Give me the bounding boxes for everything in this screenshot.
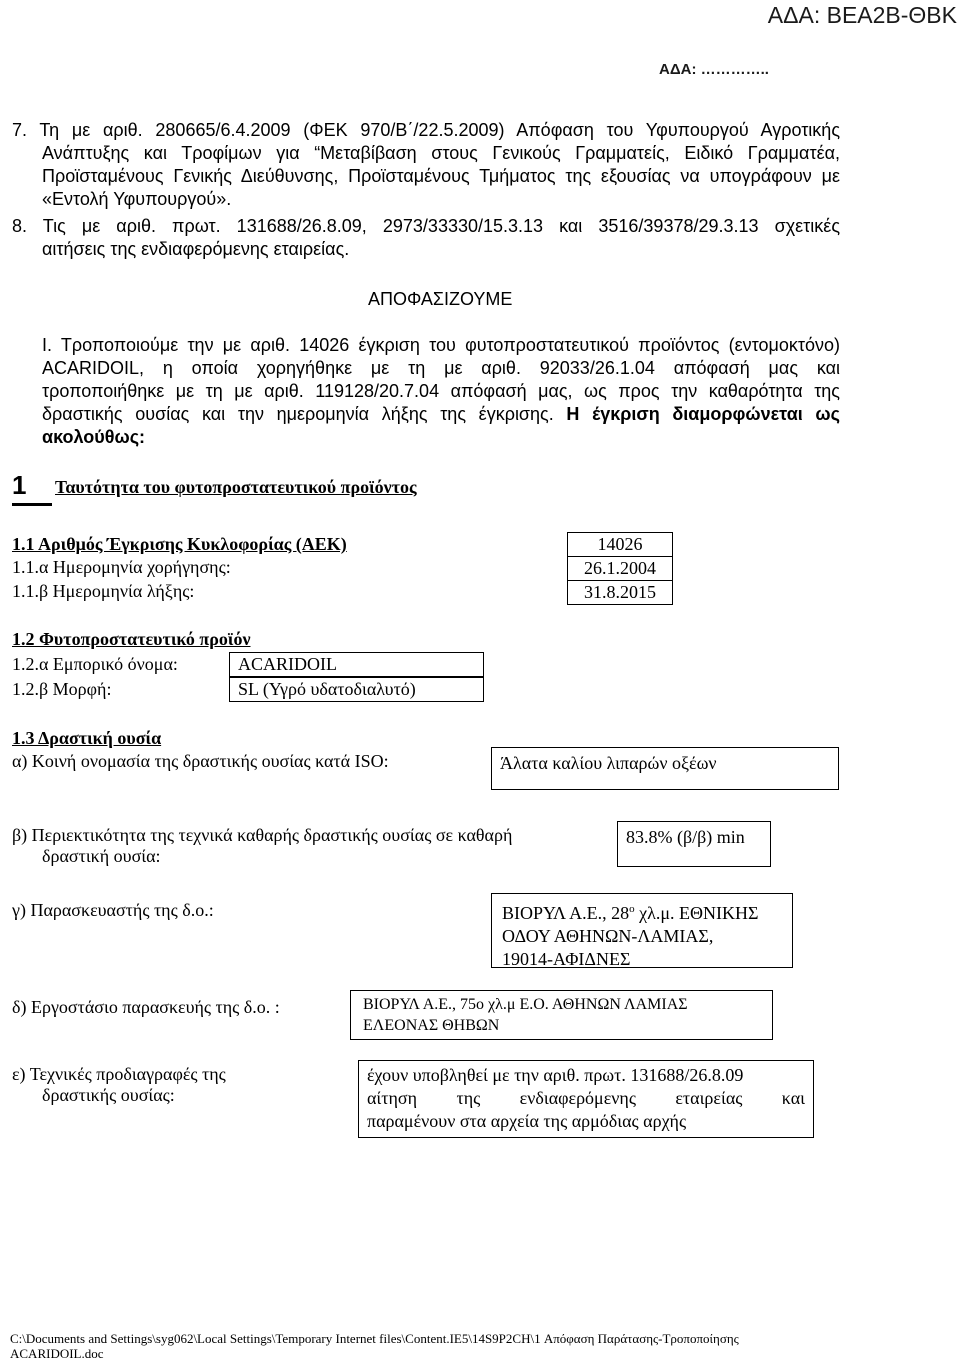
item-8-line: αιτήσεις της ενδιαφερόμενης εταιρείας. — [42, 239, 350, 259]
active-heading: 1.3 Δραστική ουσία — [12, 728, 162, 748]
factory-value — [350, 990, 773, 1040]
form-label: 1.2.β Μορφή: — [12, 679, 112, 699]
footer-path-line: ACARIDOIL.doc — [10, 1346, 104, 1361]
footer-path-line: C:\Documents and Settings\syg062\Local Settings\Temporary Internet files\Content.IE5\14S9P2CH\1 Απόφαση Παράτασης-Τροποποίησης — [10, 1331, 739, 1346]
ada-top-label: ΑΔΑ: ΒΕΑ2Β-ΘΒΚ — [767, 2, 957, 28]
factory-line: ΒΙΟΡΥΛ Α.Ε., 75ο χλ.μ Ε.Ο. ΑΘΗΝΩΝ ΛΑΜΙΑΣ — [363, 996, 688, 1013]
expiry-date-value: 31.8.2015 — [567, 580, 673, 605]
section-1-title: Ταυτότητα του φυτοπροστατευτικού προϊόντος — [55, 477, 417, 497]
specs-label-line: ε) Τεχνικές προδιαγραφές της — [12, 1064, 226, 1084]
content-label-line: β) Περιεκτικότητα της τεχνικά καθαρής δραστικής ουσίας σε καθαρή — [12, 825, 513, 845]
form-value: SL (Υγρό υδατοδιαλυτό) — [229, 677, 484, 702]
section-i-line: Ι. Τροποποιούμε την με αριθ. 14026 έγκριση του φυτοπροστατευτικού προϊόντος (εντομοκτόνο) — [42, 335, 840, 355]
item-7 — [12, 119, 840, 211]
footer-path — [10, 1331, 739, 1361]
content-label — [12, 825, 608, 867]
item-8-line: 8. Τις με αριθ. πρωτ. 131688/26.8.09, 2973/33330/15.3.13 και 3516/39378/29.3.13 σχετικές — [12, 216, 840, 236]
manufacturer-line: ΟΔΟΥ ΑΘΗΝΩΝ-ΛΑΜΙΑΣ, — [502, 926, 714, 946]
aek-value: 14026 — [567, 532, 673, 557]
trade-name-value: ACARIDOIL — [229, 652, 484, 677]
item-7-line: «Εντολή Υφυπουργού». — [42, 189, 232, 209]
section-1-number: 1 — [12, 470, 27, 500]
ada-sub-label: ΑΔΑ: ………….. — [659, 61, 769, 78]
manufacturer-label: γ) Παρασκευαστής της δ.ο.: — [12, 900, 214, 920]
grant-date-value: 26.1.2004 — [567, 556, 673, 581]
content-value: 83.8% (β/β) min — [617, 821, 771, 867]
factory-line: ΕΛΕΟΝΑΣ ΘΗΒΩΝ — [363, 1017, 500, 1034]
manufacturer-value — [491, 893, 793, 968]
section-i — [42, 334, 840, 449]
section-i-line: δραστικής ουσίας και την ημερομηνία λήξης της έγκρισης. Η έγκριση διαμορφώνεται ως — [42, 404, 840, 424]
specs-label-line: δραστικής ουσίας: — [42, 1085, 175, 1105]
trade-name-label: 1.2.α Εμπορικό όνομα: — [12, 654, 178, 674]
grant-date-label: 1.1.α Ημερομηνία χορήγησης: — [12, 557, 231, 577]
item-7-line: 7. Τη με αριθ. 280665/6.4.2009 (ΦΕΚ 970/Β΄/22.5.2009) Απόφαση του Υφυπουργού Αγροτικής — [12, 120, 840, 140]
manufacturer-line: 19014-ΑΦΙΔΝΕΣ — [502, 949, 631, 969]
item-7-line: Ανάπτυξης και Τροφίμων για “Μεταβίβαση στους Γενικούς Γραμματείς, Ειδικό Γραμματέα, — [42, 143, 840, 163]
expiry-date-label: 1.1.β Ημερομηνία λήξης: — [12, 581, 195, 601]
specs-line: αίτηση της ενδιαφερόμενης εταιρείας και — [367, 1088, 805, 1108]
section-i-line: ακολούθως: — [42, 427, 146, 447]
content-label-line: δραστική ουσία: — [42, 846, 161, 866]
specs-label — [12, 1064, 226, 1106]
specs-line: έχουν υποβληθεί με την αριθ. πρωτ. 131688/26.8.09 — [367, 1065, 744, 1085]
aek-heading: 1.1 Αριθμός Έγκρισης Κυκλοφορίας (ΑΕΚ) — [12, 534, 347, 554]
product-heading: 1.2 Φυτοπροστατευτικό προϊόν — [12, 629, 251, 649]
iso-name-label: α) Κοινή ονομασία της δραστικής ουσίας κατά ISO: — [12, 751, 389, 771]
section-i-line: ACARIDOIL, η οποία χορηγήθηκε με τη με αριθ. 92033/26.1.04 απόφασή μας και — [42, 358, 840, 378]
iso-name-value: Άλατα καλίου λιπαρών οξέων — [491, 747, 839, 790]
decision-heading: ΑΠΟΦΑΣΙΖΟΥΜΕ — [368, 289, 513, 309]
specs-line: παραμένουν στα αρχεία της αρμόδιας αρχής — [367, 1111, 687, 1131]
section-1-number-rule — [12, 503, 52, 506]
manufacturer-line: ΒΙΟΡΥΛ Α.Ε., $28^o$ χλ.μ. ΕΘΝΙΚΗΣ — [502, 903, 759, 923]
factory-label: δ) Εργοστάσιο παρασκευής της δ.ο. : — [12, 997, 280, 1017]
item-7-line: Προϊσταμένους Γενικής Διεύθυνσης, Προϊσταμένους Τμήματος της εξουσίας να υπογράφουν με — [42, 166, 840, 186]
specs-value — [358, 1060, 814, 1138]
section-i-line: τροποποιήθηκε με τη με αριθ. 119128/20.7.04 απόφασή μας, ως προς την καθαρότητα της — [42, 381, 840, 401]
item-8 — [12, 215, 840, 261]
